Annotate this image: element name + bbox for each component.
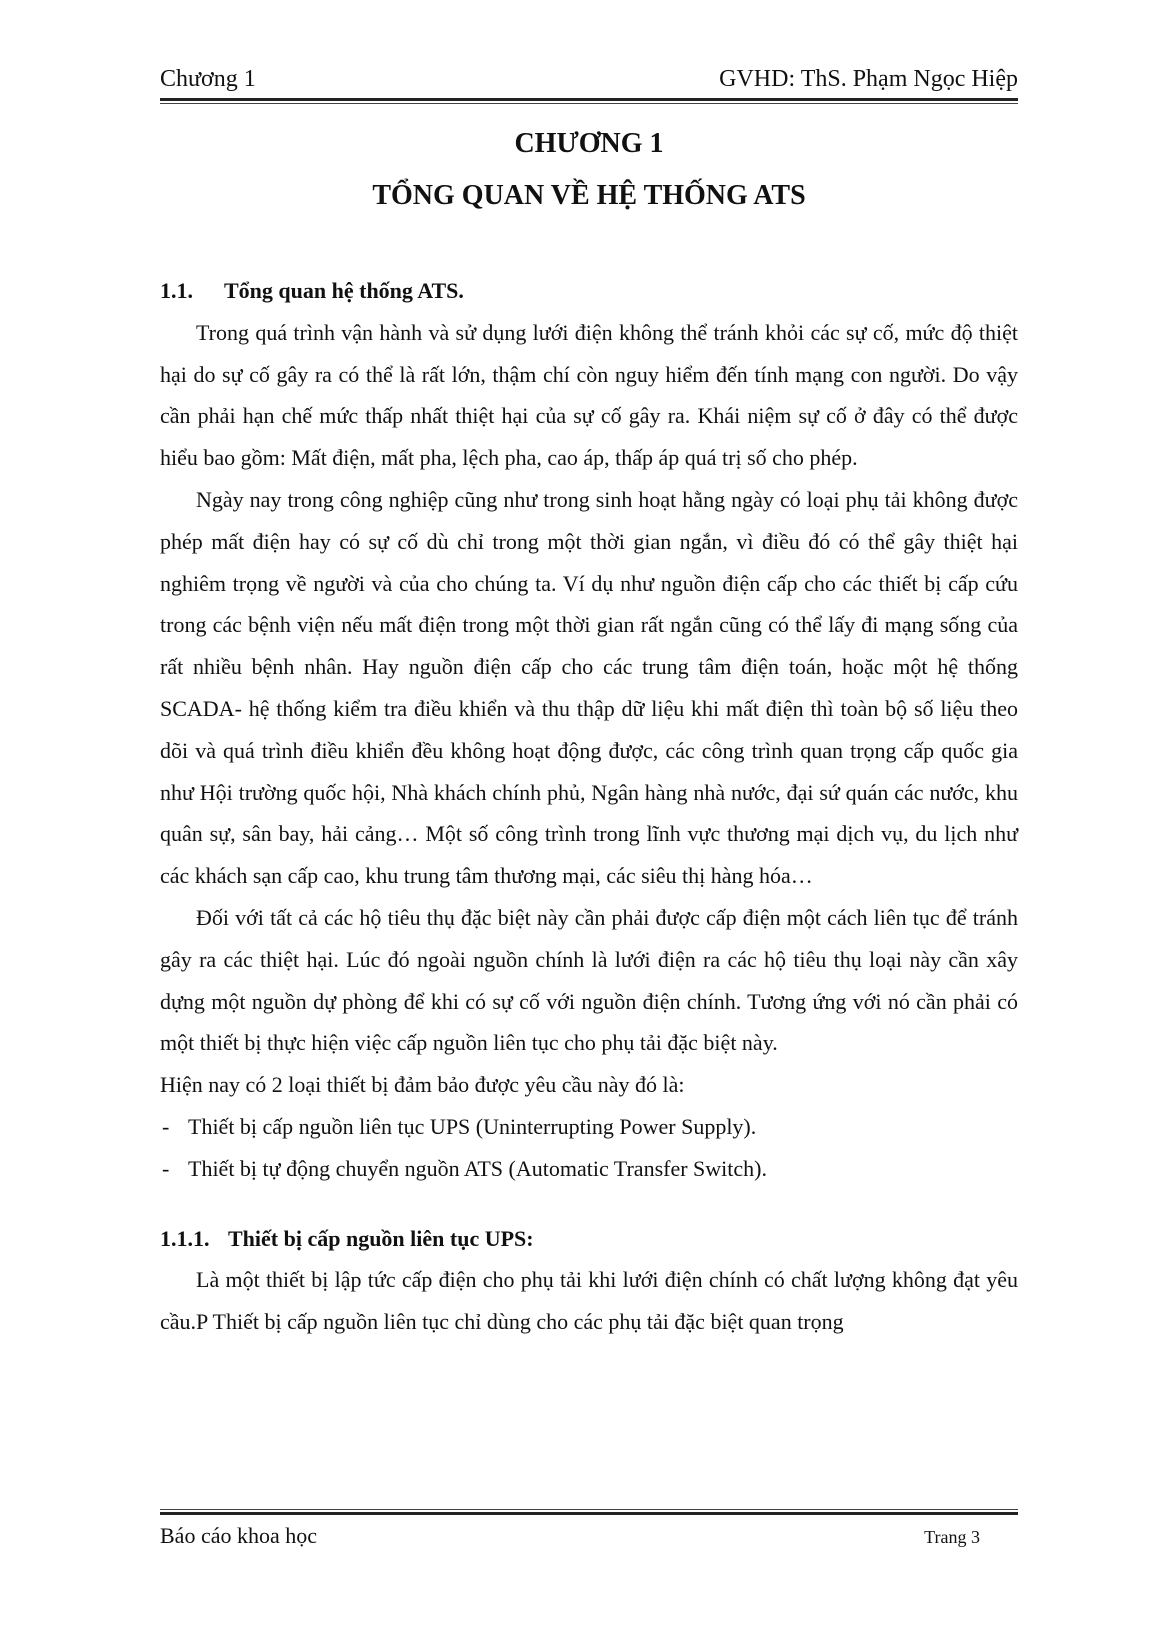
page-header (160, 66, 1018, 96)
footer-divider (160, 1509, 1018, 1515)
section-title: Thiết bị cấp nguồn liên tục UPS: (228, 1225, 534, 1251)
section-heading-1-1-1 (160, 1218, 1018, 1260)
section-title: Tổng quan hệ thống ATS. (224, 278, 464, 303)
list-item (160, 1148, 1018, 1190)
list-item (160, 1106, 1018, 1148)
section-heading-1-1 (160, 270, 1018, 312)
section-number: 1.1. (160, 278, 193, 303)
bullet-dash: - (162, 1155, 170, 1181)
paragraph: Đối với tất cả các hộ tiêu thụ đặc biệt này cần phải được cấp điện một cách liên tục để tránh gây ra các thiệt hại. Lúc đó ngoài nguồn chính là lưới điện ra các hộ tiêu thụ loại này cần xây dựng một nguồn dự phòng để khi có sự cố với nguồn điện chính. Tương ứng với nó cần phải có một thiết bị thực hiện việc cấp nguồn liên tục cho phụ tải đặc biệt này. (160, 904, 1018, 1056)
page-body (160, 270, 1018, 1343)
section-number: 1.1.1. (160, 1225, 210, 1251)
list-item-text: Thiết bị cấp nguồn liên tục UPS (Uninterrupting Power Supply). (188, 1113, 757, 1139)
paragraph-intro: Hiện nay có 2 loại thiết bị đảm bảo được yêu cầu này đó là: (160, 1072, 685, 1098)
header-chapter: Chương 1 (160, 66, 256, 92)
page-number: Trang 3 (924, 1527, 980, 1547)
footer-report-label: Báo cáo khoa học (160, 1523, 317, 1548)
paragraph: Trong quá trình vận hành và sử dụng lưới điện không thể tránh khỏi các sự cố, mức độ thiệt hại do sự cố gây ra có thể là rất lớn, thậm chí còn nguy hiểm đến tính mạng con người. Do vậy cần phải hạn chế mức thấp nhất thiệt hại của sự cố gây ra. Khái niệm sự cố ở đây có thể được hiểu bao gồm: Mất điện, mất pha, lệch pha, cao áp, thấp áp quá trị số cho phép. (160, 319, 1018, 471)
paragraph: Ngày nay trong công nghiệp cũng như trong sinh hoạt hằng ngày có loại phụ tải không được phép mất điện hay có sự cố dù chỉ trong một thời gian ngắn, vì điều đó có thể gây thiệt hại nghiêm trọng về người và của cho chúng ta. Ví dụ như nguồn điện cấp cho các thiết bị cấp cứu trong các bệnh viện nếu mất điện trong một thời gian rất ngắn cũng có thể lấy đi mạng sống của rất nhiều bệnh nhân. Hay nguồn điện cấp cho các trung tâm điện toán, hoặc một hệ thống SCADA- hệ thống kiểm tra điều khiển và thu thập dữ liệu khi mất điện thì toàn bộ số liệu theo dõi và quá trình điều khiển đều không hoạt động được, các công trình quan trọng cấp quốc gia như Hội trường quốc hội, Nhà khách chính phủ, Ngân hàng nhà nước, đại sứ quán các nước, khu quân sự, sân bay, hải cảng… Một số công trình trong lĩnh vực thương mại dịch vụ, du lịch như các khách sạn cấp cao, khu trung tâm thương mại, các siêu thị hàng hóa… (160, 486, 1018, 889)
header-advisor: GVHD: ThS. Phạm Ngọc Hiệp (719, 66, 1018, 92)
chapter-title: TỔNG QUAN VỀ HỆ THỐNG ATS (372, 180, 806, 211)
list-item-text: Thiết bị tự động chuyển nguồn ATS (Automatic Transfer Switch). (188, 1155, 767, 1181)
chapter-label: CHƯƠNG 1 (514, 128, 664, 159)
header-divider (160, 98, 1018, 104)
page-footer (160, 1517, 1018, 1557)
bullet-dash: - (162, 1113, 170, 1139)
paragraph: Là một thiết bị lập tức cấp điện cho phụ tải khi lưới điện chính có chất lượng không đạt yêu cầu.P Thiết bị cấp nguồn liên tục chỉ dùng cho các phụ tải đặc biệt quan trọng (160, 1267, 1018, 1335)
